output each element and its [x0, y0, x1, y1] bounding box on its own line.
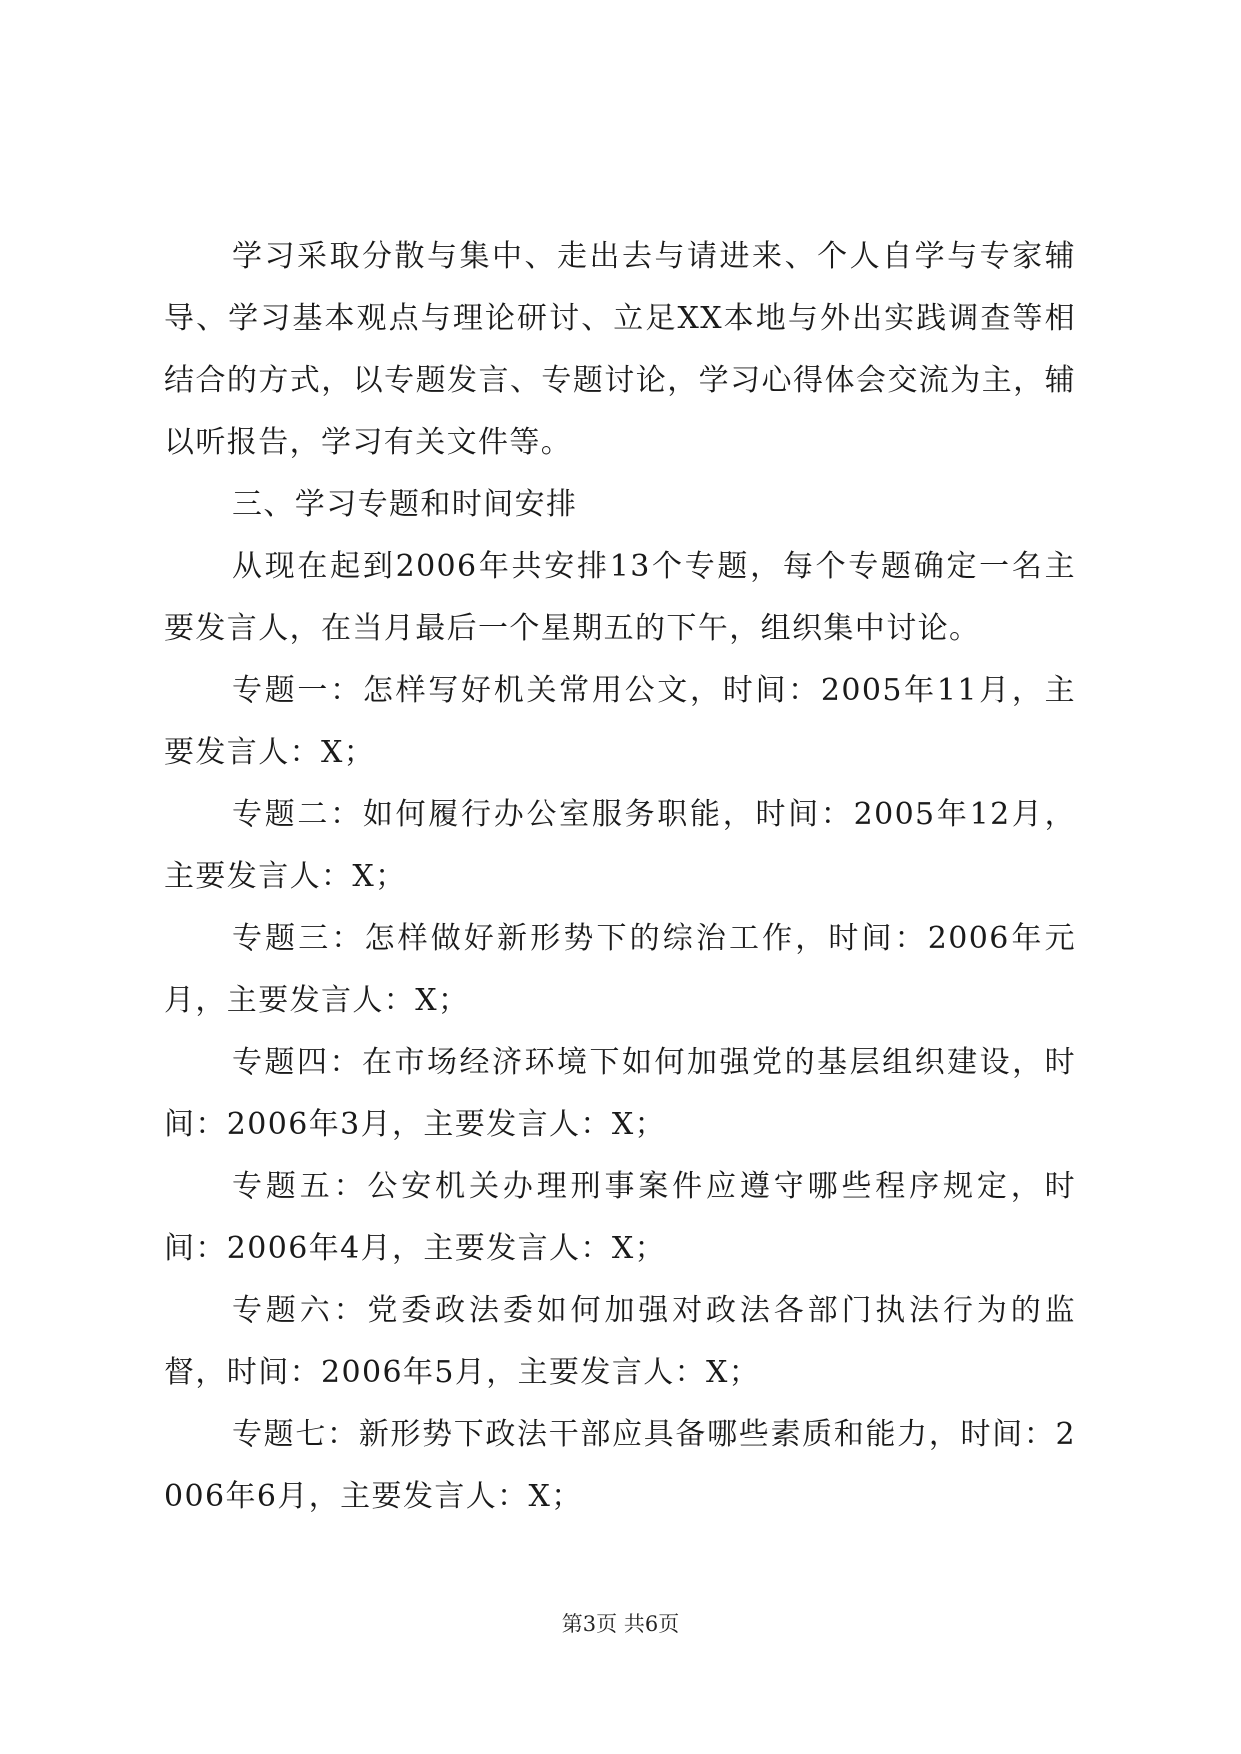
topic-item-2: 专题二：如何履行办公室服务职能，时间：2005年12月，主要发言人：X；	[164, 797, 1076, 894]
document-body	[164, 226, 1076, 1528]
topic-item-6: 专题六：党委政法委如何加强对政法各部门执法行为的监督，时间：2006年5月，主要发言人：X；	[164, 1293, 1076, 1390]
topic-item-7: 专题七：新形势下政法干部应具备哪些素质和能力，时间：2006年6月，主要发言人：X；	[164, 1417, 1076, 1514]
page-footer	[0, 1608, 1241, 1638]
topic-item-4: 专题四：在市场经济环境下如何加强党的基层组织建设，时间：2006年3月，主要发言人：X；	[164, 1045, 1076, 1142]
topic-item-3: 专题三：怎样做好新形势下的综治工作，时间：2006年元月，主要发言人：X；	[164, 921, 1076, 1018]
topic-item-1: 专题一：怎样写好机关常用公文，时间：2005年11月，主要发言人：X；	[164, 673, 1076, 770]
paragraph-schedule-intro: 从现在起到2006年共安排13个专题，每个专题确定一名主要发言人，在当月最后一个星期五的下午，组织集中讨论。	[164, 549, 1076, 646]
section-heading-schedule: 三、学习专题和时间安排	[232, 487, 578, 522]
page-number: 第3页 共6页	[561, 1612, 680, 1636]
paragraph-study-method: 学习采取分散与集中、走出去与请进来、个人自学与专家辅导、学习基本观点与理论研讨、立足XX本地与外出实践调查等相结合的方式，以专题发言、专题讨论，学习心得体会交流为主，辅以听报告，学习有关文件等。	[164, 239, 1076, 460]
topic-item-5: 专题五：公安机关办理刑事案件应遵守哪些程序规定，时间：2006年4月，主要发言人：X；	[164, 1169, 1076, 1266]
